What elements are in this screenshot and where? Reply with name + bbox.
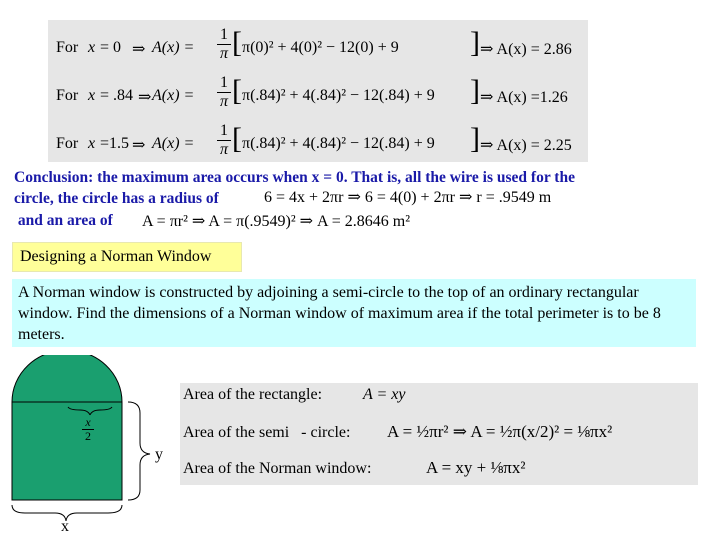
implies-symbol: ⇒ — [132, 41, 146, 58]
implies-symbol: ⇒ — [138, 89, 152, 106]
norman-window-shape — [12, 355, 122, 500]
right-bracket: ] — [470, 122, 480, 155]
norman-window-diagram — [0, 355, 180, 540]
equation-row — [56, 122, 586, 162]
formula-panel — [180, 383, 698, 485]
equation-result: ⇒ A(x) = 2.25 — [480, 137, 572, 154]
problem-statement — [12, 279, 696, 347]
half-x-numerator: x — [82, 416, 94, 430]
equation-result: ⇒ A(x) = 2.86 — [480, 41, 572, 58]
left-bracket: [ — [232, 26, 242, 59]
equation-for-label: For — [56, 39, 79, 56]
equation-variable: x — [88, 39, 96, 56]
equation-lhs: A(x) = — [152, 135, 195, 152]
fraction-numerator: 1 — [217, 122, 231, 141]
section-title-text: Designing a Norman Window — [20, 248, 212, 265]
conclusion-line3: and an area of — [14, 212, 113, 229]
equation-lhs: A(x) = — [152, 87, 195, 104]
equation-row — [56, 26, 586, 66]
y-label: y — [155, 446, 163, 463]
height-brace — [128, 402, 150, 500]
norman-equation: A = xy + ⅛πx² — [426, 458, 526, 477]
implies-symbol: ⇒ — [132, 137, 146, 154]
fraction-denominator: π — [219, 93, 228, 110]
equation-body: π(.84)² + 4(.84)² − 12(.84) + 9 — [242, 135, 435, 152]
half-x-label — [82, 416, 94, 443]
radius-equation: 6 = 4x + 2πr ⇒ 6 = 4(0) + 2πr ⇒ r = .9549 m — [264, 189, 552, 206]
one-over-pi-fraction — [217, 122, 231, 159]
area-equation: A = πr² ⇒ A = π(.9549)² ⇒ A = 2.8646 m² — [142, 213, 410, 230]
right-bracket: ] — [470, 26, 480, 59]
equation-condition: = .84 — [100, 87, 134, 104]
norman-label: Area of the Norman window: — [183, 460, 372, 477]
section-title — [12, 242, 242, 272]
problem-text: A Norman window is constructed by adjoining a semi-circle to the top of an ordinary rectangular window. Find the dimensions of a Norman window of maximum area if the total perimeter is to be 8 meters. — [18, 284, 661, 343]
rect-label: Area of the rectangle: — [183, 386, 323, 403]
equation-result: ⇒ A(x) =1.26 — [480, 89, 568, 106]
rect-equation: A = xy — [363, 386, 406, 403]
equation-variable: x — [88, 87, 96, 104]
equation-for-label: For — [56, 87, 79, 104]
one-over-pi-fraction — [217, 74, 231, 111]
equation-variable: x — [88, 135, 96, 152]
equation-body: π(0)² + 4(0)² − 12(0) + 9 — [242, 39, 399, 56]
equation-condition: = 0 — [100, 39, 122, 56]
fraction-denominator: π — [219, 45, 228, 62]
equation-for-label: For — [56, 135, 79, 152]
equation-condition: =1.5 — [100, 135, 130, 152]
half-x-denominator: 2 — [85, 429, 91, 443]
semi-equation: A = ½πr² ⇒ A = ½π(x/2)² = ⅛πx² — [387, 422, 613, 441]
semi-label: Area of the semi - circle: — [183, 424, 351, 441]
conclusion-line1: Conclusion: the maximum area occurs when x = 0. That is, all the wire is used for the — [14, 169, 575, 186]
fraction-numerator: 1 — [217, 74, 231, 93]
fraction-denominator: π — [219, 141, 228, 158]
equation-lhs: A(x) = — [152, 39, 195, 56]
equation-row — [56, 74, 586, 114]
right-bracket: ] — [470, 74, 480, 107]
fraction-numerator: 1 — [217, 26, 231, 45]
equation-body: π(.84)² + 4(.84)² − 12(.84) + 9 — [242, 87, 435, 104]
one-over-pi-fraction — [217, 26, 231, 63]
equations-panel — [48, 20, 588, 162]
left-bracket: [ — [232, 74, 242, 107]
conclusion-line2: circle, the circle has a radius of — [14, 190, 219, 207]
left-bracket: [ — [232, 122, 242, 155]
x-label: x — [61, 518, 69, 535]
